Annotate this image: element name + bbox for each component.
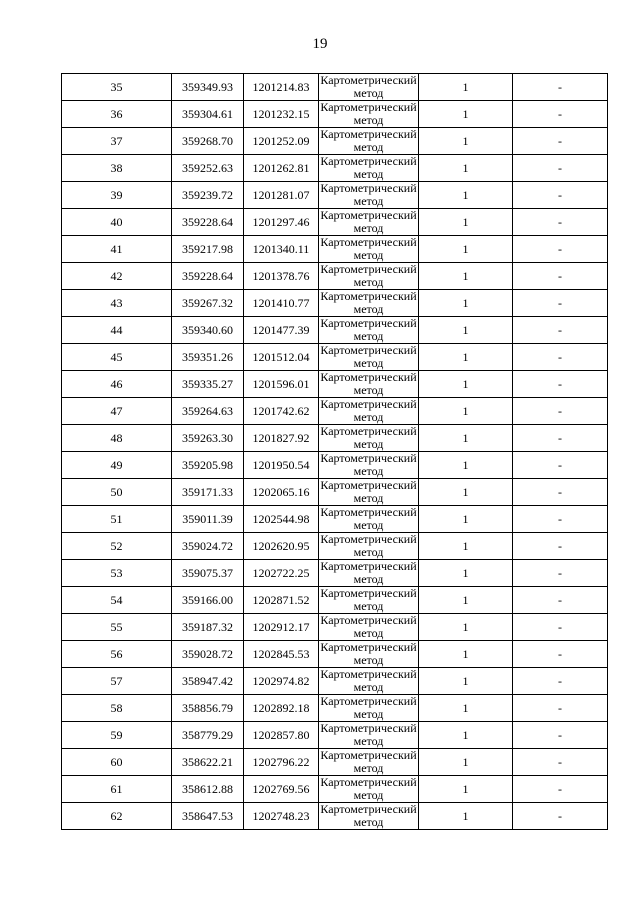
note-cell: - bbox=[513, 533, 608, 560]
method-text: Картометрический метод bbox=[320, 505, 417, 532]
y-coordinate-cell: 1201252.09 bbox=[244, 128, 319, 155]
x-coordinate-cell: 359349.93 bbox=[172, 74, 244, 101]
note-cell: - bbox=[513, 128, 608, 155]
method-text: Картометрический метод bbox=[320, 343, 417, 370]
x-coordinate-cell: 359340.60 bbox=[172, 317, 244, 344]
x-coordinate-cell: 359263.30 bbox=[172, 425, 244, 452]
point-number-cell: 57 bbox=[62, 668, 172, 695]
y-coordinate-cell: 1201950.54 bbox=[244, 452, 319, 479]
x-coordinate-cell: 359252.63 bbox=[172, 155, 244, 182]
method-text: Картометрический метод bbox=[320, 775, 417, 802]
y-coordinate-cell: 1201596.01 bbox=[244, 371, 319, 398]
method-cell bbox=[319, 803, 419, 830]
accuracy-cell: 1 bbox=[419, 398, 513, 425]
note-cell: - bbox=[513, 452, 608, 479]
x-coordinate-cell: 359217.98 bbox=[172, 236, 244, 263]
point-number-cell: 44 bbox=[62, 317, 172, 344]
note-cell: - bbox=[513, 587, 608, 614]
accuracy-cell: 1 bbox=[419, 128, 513, 155]
accuracy-cell: 1 bbox=[419, 479, 513, 506]
note-cell: - bbox=[513, 182, 608, 209]
accuracy-cell: 1 bbox=[419, 371, 513, 398]
y-coordinate-cell: 1202722.25 bbox=[244, 560, 319, 587]
method-cell bbox=[319, 155, 419, 182]
accuracy-cell: 1 bbox=[419, 452, 513, 479]
note-cell: - bbox=[513, 506, 608, 533]
point-number-cell: 43 bbox=[62, 290, 172, 317]
note-cell: - bbox=[513, 263, 608, 290]
point-number-cell: 60 bbox=[62, 749, 172, 776]
method-cell bbox=[319, 479, 419, 506]
point-number-cell: 52 bbox=[62, 533, 172, 560]
table-row bbox=[62, 668, 608, 695]
method-text: Картометрический метод bbox=[320, 748, 417, 775]
point-number-cell: 61 bbox=[62, 776, 172, 803]
point-number-cell: 59 bbox=[62, 722, 172, 749]
table-row bbox=[62, 533, 608, 560]
note-cell: - bbox=[513, 803, 608, 830]
method-text: Картометрический метод bbox=[320, 613, 417, 640]
method-cell bbox=[319, 506, 419, 533]
table-row bbox=[62, 209, 608, 236]
table-row bbox=[62, 236, 608, 263]
method-text: Картометрический метод bbox=[320, 73, 417, 100]
accuracy-cell: 1 bbox=[419, 614, 513, 641]
x-coordinate-cell: 359028.72 bbox=[172, 641, 244, 668]
table-row bbox=[62, 803, 608, 830]
accuracy-cell: 1 bbox=[419, 641, 513, 668]
x-coordinate-cell: 359166.00 bbox=[172, 587, 244, 614]
point-number-cell: 38 bbox=[62, 155, 172, 182]
method-text: Картометрический метод bbox=[320, 694, 417, 721]
y-coordinate-cell: 1201281.07 bbox=[244, 182, 319, 209]
note-cell: - bbox=[513, 425, 608, 452]
y-coordinate-cell: 1202912.17 bbox=[244, 614, 319, 641]
table-row bbox=[62, 479, 608, 506]
point-number-cell: 58 bbox=[62, 695, 172, 722]
coordinates-table-body bbox=[62, 74, 608, 830]
y-coordinate-cell: 1202065.16 bbox=[244, 479, 319, 506]
y-coordinate-cell: 1201512.04 bbox=[244, 344, 319, 371]
accuracy-cell: 1 bbox=[419, 74, 513, 101]
table-row bbox=[62, 614, 608, 641]
table-row bbox=[62, 722, 608, 749]
table-row bbox=[62, 425, 608, 452]
table-row bbox=[62, 749, 608, 776]
accuracy-cell: 1 bbox=[419, 722, 513, 749]
method-text: Картометрический метод bbox=[320, 262, 417, 289]
method-cell bbox=[319, 668, 419, 695]
y-coordinate-cell: 1202544.98 bbox=[244, 506, 319, 533]
point-number-cell: 56 bbox=[62, 641, 172, 668]
y-coordinate-cell: 1201742.62 bbox=[244, 398, 319, 425]
table-row bbox=[62, 317, 608, 344]
y-coordinate-cell: 1201340.11 bbox=[244, 236, 319, 263]
method-text: Картометрический метод bbox=[320, 424, 417, 451]
accuracy-cell: 1 bbox=[419, 344, 513, 371]
table-row bbox=[62, 182, 608, 209]
table-row bbox=[62, 398, 608, 425]
y-coordinate-cell: 1201827.92 bbox=[244, 425, 319, 452]
method-text: Картометрический метод bbox=[320, 667, 417, 694]
accuracy-cell: 1 bbox=[419, 506, 513, 533]
point-number-cell: 51 bbox=[62, 506, 172, 533]
method-text: Картометрический метод bbox=[320, 397, 417, 424]
x-coordinate-cell: 359228.64 bbox=[172, 263, 244, 290]
x-coordinate-cell: 359187.32 bbox=[172, 614, 244, 641]
note-cell: - bbox=[513, 479, 608, 506]
method-cell bbox=[319, 587, 419, 614]
y-coordinate-cell: 1201477.39 bbox=[244, 317, 319, 344]
method-cell bbox=[319, 371, 419, 398]
note-cell: - bbox=[513, 344, 608, 371]
method-text: Картометрический метод bbox=[320, 478, 417, 505]
accuracy-cell: 1 bbox=[419, 425, 513, 452]
x-coordinate-cell: 358947.42 bbox=[172, 668, 244, 695]
note-cell: - bbox=[513, 155, 608, 182]
point-number-cell: 48 bbox=[62, 425, 172, 452]
x-coordinate-cell: 358779.29 bbox=[172, 722, 244, 749]
y-coordinate-cell: 1202871.52 bbox=[244, 587, 319, 614]
accuracy-cell: 1 bbox=[419, 209, 513, 236]
method-cell bbox=[319, 425, 419, 452]
method-cell bbox=[319, 182, 419, 209]
x-coordinate-cell: 359267.32 bbox=[172, 290, 244, 317]
table-row bbox=[62, 776, 608, 803]
method-cell bbox=[319, 614, 419, 641]
method-text: Картометрический метод bbox=[320, 451, 417, 478]
point-number-cell: 49 bbox=[62, 452, 172, 479]
y-coordinate-cell: 1202845.53 bbox=[244, 641, 319, 668]
method-text: Картометрический метод bbox=[320, 316, 417, 343]
point-number-cell: 54 bbox=[62, 587, 172, 614]
note-cell: - bbox=[513, 74, 608, 101]
accuracy-cell: 1 bbox=[419, 155, 513, 182]
accuracy-cell: 1 bbox=[419, 668, 513, 695]
note-cell: - bbox=[513, 290, 608, 317]
y-coordinate-cell: 1201378.76 bbox=[244, 263, 319, 290]
table-row bbox=[62, 101, 608, 128]
accuracy-cell: 1 bbox=[419, 776, 513, 803]
method-text: Картометрический метод bbox=[320, 721, 417, 748]
table-row bbox=[62, 641, 608, 668]
table-row bbox=[62, 263, 608, 290]
x-coordinate-cell: 358612.88 bbox=[172, 776, 244, 803]
method-cell bbox=[319, 695, 419, 722]
note-cell: - bbox=[513, 641, 608, 668]
method-text: Картометрический метод bbox=[320, 289, 417, 316]
method-cell bbox=[319, 560, 419, 587]
method-cell bbox=[319, 209, 419, 236]
table-row bbox=[62, 695, 608, 722]
note-cell: - bbox=[513, 614, 608, 641]
table-row bbox=[62, 155, 608, 182]
method-cell bbox=[319, 641, 419, 668]
method-text: Картометрический метод bbox=[320, 154, 417, 181]
method-cell bbox=[319, 452, 419, 479]
method-text: Картометрический метод bbox=[320, 802, 417, 829]
table-row bbox=[62, 452, 608, 479]
table-row bbox=[62, 344, 608, 371]
x-coordinate-cell: 359268.70 bbox=[172, 128, 244, 155]
accuracy-cell: 1 bbox=[419, 317, 513, 344]
x-coordinate-cell: 359205.98 bbox=[172, 452, 244, 479]
method-cell bbox=[319, 290, 419, 317]
table-row bbox=[62, 371, 608, 398]
method-cell bbox=[319, 776, 419, 803]
note-cell: - bbox=[513, 101, 608, 128]
method-text: Картометрический метод bbox=[320, 559, 417, 586]
x-coordinate-cell: 358622.21 bbox=[172, 749, 244, 776]
y-coordinate-cell: 1201214.83 bbox=[244, 74, 319, 101]
y-coordinate-cell: 1201297.46 bbox=[244, 209, 319, 236]
point-number-cell: 37 bbox=[62, 128, 172, 155]
method-text: Картометрический метод bbox=[320, 208, 417, 235]
point-number-cell: 40 bbox=[62, 209, 172, 236]
y-coordinate-cell: 1201232.15 bbox=[244, 101, 319, 128]
method-cell bbox=[319, 74, 419, 101]
y-coordinate-cell: 1202892.18 bbox=[244, 695, 319, 722]
point-number-cell: 55 bbox=[62, 614, 172, 641]
table-row bbox=[62, 506, 608, 533]
point-number-cell: 42 bbox=[62, 263, 172, 290]
method-text: Картометрический метод bbox=[320, 532, 417, 559]
accuracy-cell: 1 bbox=[419, 803, 513, 830]
coordinates-table bbox=[61, 73, 608, 830]
method-cell bbox=[319, 722, 419, 749]
note-cell: - bbox=[513, 371, 608, 398]
point-number-cell: 41 bbox=[62, 236, 172, 263]
y-coordinate-cell: 1202748.23 bbox=[244, 803, 319, 830]
method-cell bbox=[319, 398, 419, 425]
y-coordinate-cell: 1202857.80 bbox=[244, 722, 319, 749]
note-cell: - bbox=[513, 398, 608, 425]
table-row bbox=[62, 128, 608, 155]
y-coordinate-cell: 1202620.95 bbox=[244, 533, 319, 560]
x-coordinate-cell: 359239.72 bbox=[172, 182, 244, 209]
x-coordinate-cell: 359304.61 bbox=[172, 101, 244, 128]
table-row bbox=[62, 587, 608, 614]
note-cell: - bbox=[513, 749, 608, 776]
point-number-cell: 36 bbox=[62, 101, 172, 128]
x-coordinate-cell: 359228.64 bbox=[172, 209, 244, 236]
accuracy-cell: 1 bbox=[419, 236, 513, 263]
method-cell bbox=[319, 236, 419, 263]
x-coordinate-cell: 359171.33 bbox=[172, 479, 244, 506]
x-coordinate-cell: 359351.26 bbox=[172, 344, 244, 371]
method-cell bbox=[319, 128, 419, 155]
accuracy-cell: 1 bbox=[419, 101, 513, 128]
note-cell: - bbox=[513, 560, 608, 587]
method-text: Картометрический метод bbox=[320, 181, 417, 208]
note-cell: - bbox=[513, 695, 608, 722]
note-cell: - bbox=[513, 722, 608, 749]
accuracy-cell: 1 bbox=[419, 182, 513, 209]
x-coordinate-cell: 358647.53 bbox=[172, 803, 244, 830]
method-cell bbox=[319, 344, 419, 371]
x-coordinate-cell: 359264.63 bbox=[172, 398, 244, 425]
note-cell: - bbox=[513, 776, 608, 803]
point-number-cell: 45 bbox=[62, 344, 172, 371]
method-cell bbox=[319, 263, 419, 290]
note-cell: - bbox=[513, 668, 608, 695]
accuracy-cell: 1 bbox=[419, 587, 513, 614]
accuracy-cell: 1 bbox=[419, 695, 513, 722]
x-coordinate-cell: 359011.39 bbox=[172, 506, 244, 533]
x-coordinate-cell: 359024.72 bbox=[172, 533, 244, 560]
y-coordinate-cell: 1201262.81 bbox=[244, 155, 319, 182]
y-coordinate-cell: 1202769.56 bbox=[244, 776, 319, 803]
point-number-cell: 35 bbox=[62, 74, 172, 101]
method-text: Картометрический метод bbox=[320, 100, 417, 127]
x-coordinate-cell: 358856.79 bbox=[172, 695, 244, 722]
y-coordinate-cell: 1202974.82 bbox=[244, 668, 319, 695]
method-text: Картометрический метод bbox=[320, 127, 417, 154]
method-cell bbox=[319, 749, 419, 776]
point-number-cell: 46 bbox=[62, 371, 172, 398]
note-cell: - bbox=[513, 209, 608, 236]
point-number-cell: 47 bbox=[62, 398, 172, 425]
accuracy-cell: 1 bbox=[419, 560, 513, 587]
method-text: Картометрический метод bbox=[320, 370, 417, 397]
accuracy-cell: 1 bbox=[419, 263, 513, 290]
table-row bbox=[62, 290, 608, 317]
method-cell bbox=[319, 317, 419, 344]
y-coordinate-cell: 1201410.77 bbox=[244, 290, 319, 317]
point-number-cell: 39 bbox=[62, 182, 172, 209]
method-cell bbox=[319, 101, 419, 128]
point-number-cell: 62 bbox=[62, 803, 172, 830]
method-text: Картометрический метод bbox=[320, 640, 417, 667]
accuracy-cell: 1 bbox=[419, 749, 513, 776]
table-row bbox=[62, 74, 608, 101]
method-text: Картометрический метод bbox=[320, 235, 417, 262]
accuracy-cell: 1 bbox=[419, 290, 513, 317]
method-cell bbox=[319, 533, 419, 560]
page-number: 19 bbox=[312, 36, 328, 52]
note-cell: - bbox=[513, 317, 608, 344]
point-number-cell: 50 bbox=[62, 479, 172, 506]
point-number-cell: 53 bbox=[62, 560, 172, 587]
table-row bbox=[62, 560, 608, 587]
accuracy-cell: 1 bbox=[419, 533, 513, 560]
y-coordinate-cell: 1202796.22 bbox=[244, 749, 319, 776]
x-coordinate-cell: 359075.37 bbox=[172, 560, 244, 587]
note-cell: - bbox=[513, 236, 608, 263]
x-coordinate-cell: 359335.27 bbox=[172, 371, 244, 398]
method-text: Картометрический метод bbox=[320, 586, 417, 613]
